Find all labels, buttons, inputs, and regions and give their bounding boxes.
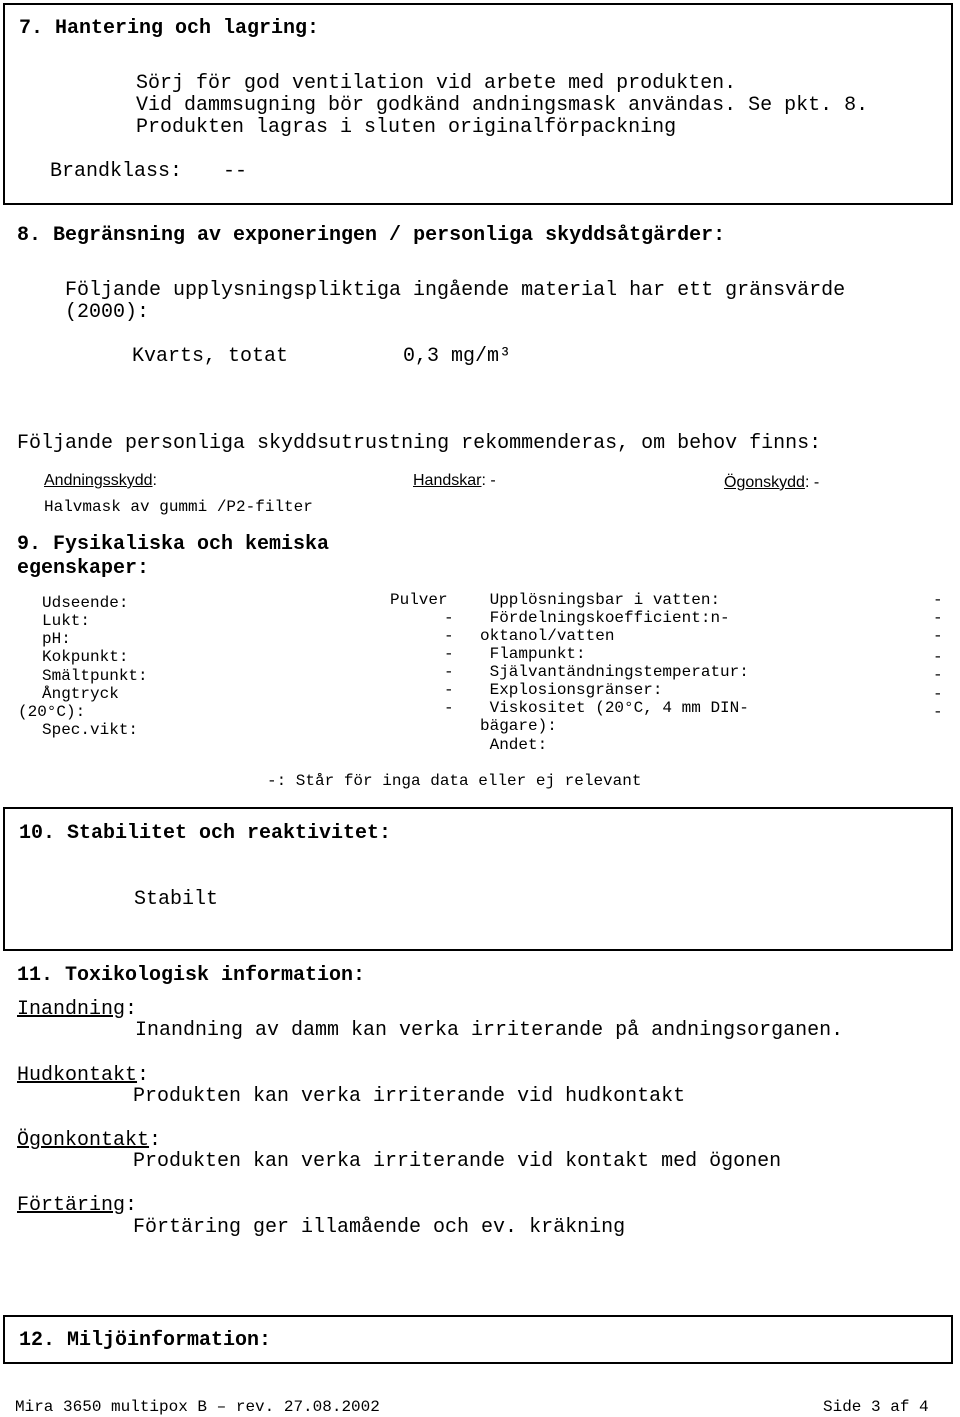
- tox-colon: :: [149, 1129, 162, 1152]
- tox-label: Förtäring: [17, 1194, 126, 1217]
- prop-value: -: [444, 663, 454, 681]
- tox-ingestion-heading: [17, 1196, 137, 1216]
- prop-label: bägare):: [480, 717, 557, 735]
- limit-intro-line-2: (2000):: [65, 301, 150, 324]
- section-9-title-line-1: 9. Fysikaliska och kemiska: [17, 533, 330, 556]
- handling-line-3: Produkten lagras i sluten originalförpackning: [136, 116, 677, 139]
- handling-line-2: Vid dammsugning bör godkänd andningsmask användas. Se pkt. 8.: [136, 94, 869, 117]
- prop-label: Lukt:: [42, 612, 91, 630]
- prop-label: Upplösningsbar i vatten:: [480, 591, 721, 609]
- footer-page-number: Side 3 af 4: [823, 1398, 929, 1416]
- eye-label: Ögonskydd: [724, 474, 805, 491]
- section-7-box: [3, 3, 953, 205]
- eye-value: : -: [804, 474, 820, 491]
- prop-value: -: [444, 627, 454, 645]
- prop-label: Viskositet (20°C, 4 mm DIN-: [480, 699, 749, 717]
- tox-label: Hudkontakt: [17, 1064, 138, 1087]
- tox-colon: :: [125, 998, 138, 1021]
- material-name: Kvarts, totat: [132, 345, 289, 368]
- fire-class-label: Brandklass:: [50, 160, 183, 183]
- section-9-title-line-2: egenskaper:: [17, 557, 150, 580]
- prop-label: Spec.vikt:: [42, 721, 139, 739]
- prop-label: pH:: [42, 630, 71, 648]
- tox-skin-heading: [17, 1066, 149, 1086]
- prop-value: -: [933, 666, 943, 684]
- prop-label: Udseende:: [42, 594, 129, 612]
- respiratory-label: Andningsskydd: [44, 472, 153, 489]
- prop-value: -: [444, 609, 454, 627]
- section-8-title: 8. Begränsning av exponeringen / personliga skyddsåtgärder:: [17, 224, 726, 247]
- tox-eye-heading: [17, 1131, 161, 1151]
- tox-skin-text: Produkten kan verka irriterande vid hudkontakt: [133, 1085, 686, 1108]
- tox-label: Inandning: [17, 998, 126, 1021]
- gloves-value: : -: [481, 472, 496, 489]
- section-7-title: 7. Hantering och lagring:: [19, 17, 320, 40]
- respiratory-colon: :: [152, 472, 157, 489]
- tox-colon: :: [125, 1194, 138, 1217]
- prop-label-cont: (20°C):: [18, 703, 86, 721]
- tox-inhalation-heading: [17, 1000, 137, 1020]
- prop-label: Ångtryck: [42, 685, 119, 703]
- prop-value: -: [933, 685, 943, 703]
- prop-label: Andet:: [480, 736, 548, 754]
- prop-value: -: [933, 591, 943, 609]
- prop-value: -: [933, 703, 943, 721]
- prop-value: -: [933, 648, 943, 666]
- prop-label: Explosionsgränser:: [480, 681, 663, 699]
- gloves-protection: [413, 473, 496, 489]
- limit-intro-line-1: Följande upplysningspliktiga ingående material har ett gränsvärde: [65, 279, 846, 302]
- gloves-label: Handskar: [413, 472, 482, 489]
- tox-colon: :: [137, 1064, 150, 1087]
- prop-value: -: [444, 699, 454, 717]
- section-12-title: 12. Miljöinformation:: [19, 1329, 272, 1352]
- handling-line-1: Sörj för god ventilation vid arbete med produkten.: [136, 72, 737, 95]
- tox-eye-text: Produkten kan verka irriterande vid kontakt med ögonen: [133, 1150, 782, 1173]
- ppe-intro: Följande personliga skyddsutrustning rekommenderas, om behov finns:: [17, 432, 822, 455]
- section-10-box: [3, 807, 953, 951]
- section-10-title: 10. Stabilitet och reaktivitet:: [19, 822, 392, 845]
- prop-label: Självantändningstemperatur:: [480, 663, 749, 681]
- respiratory-protection: [44, 473, 157, 489]
- section-11-title: 11. Toxikologisk information:: [17, 964, 366, 987]
- prop-value: -: [444, 645, 454, 663]
- tox-label: Ögonkontakt: [17, 1129, 150, 1152]
- legend-note: -: Står för inga data eller ej relevant: [267, 772, 642, 790]
- prop-label: oktanol/vatten: [480, 627, 615, 645]
- stability-value: Stabilt: [134, 888, 219, 911]
- material-limit: 0,3 mg/m³: [403, 345, 512, 368]
- fire-class-value: --: [223, 160, 248, 183]
- section-12-box: [3, 1315, 953, 1364]
- prop-value: Pulver: [390, 591, 448, 609]
- prop-value: -: [933, 609, 943, 627]
- prop-value: -: [933, 627, 943, 645]
- prop-label: Smältpunkt:: [42, 667, 148, 685]
- tox-ingestion-text: Förtäring ger illamående och ev. kräkning: [133, 1216, 626, 1239]
- prop-label: Kokpunkt:: [42, 648, 129, 666]
- prop-label: Flampunkt:: [480, 645, 586, 663]
- respiratory-value: Halvmask av gummi /P2-filter: [44, 498, 313, 516]
- footer-document-id: Mira 3650 multipox B – rev. 27.08.2002: [15, 1398, 380, 1416]
- eye-protection: [724, 475, 819, 491]
- prop-label: Fördelningskoefficient:n-: [480, 609, 730, 627]
- prop-value: -: [444, 681, 454, 699]
- tox-inhalation-text: Inandning av damm kan verka irriterande på andningsorganen.: [135, 1019, 844, 1042]
